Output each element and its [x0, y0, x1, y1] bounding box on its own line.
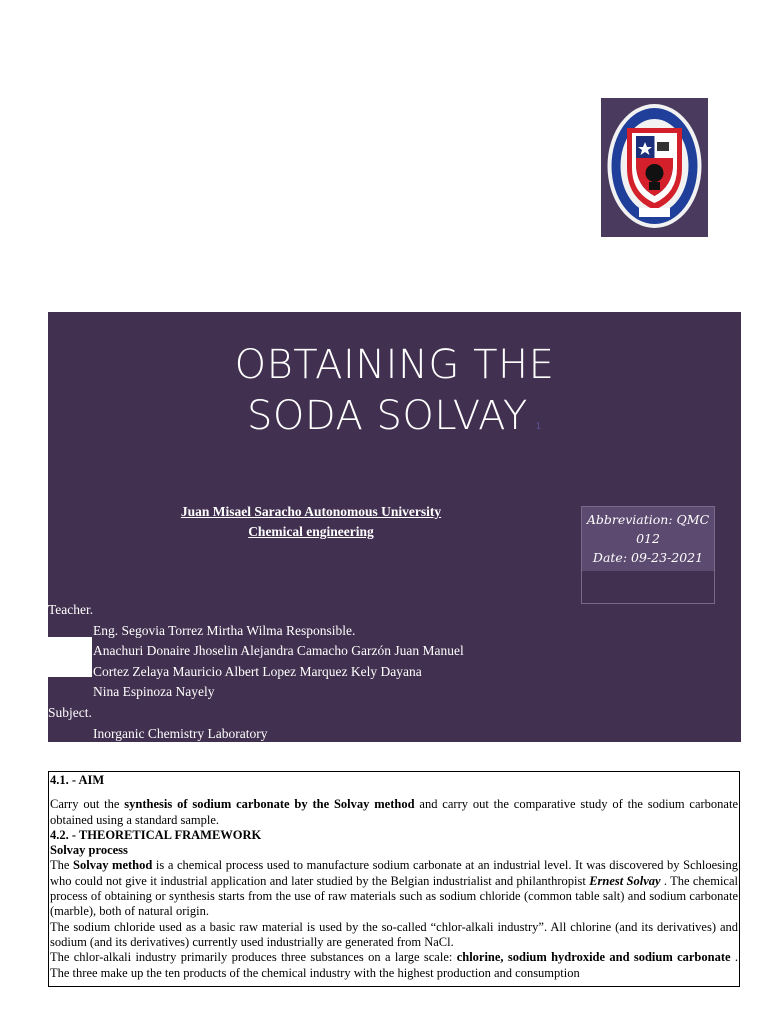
- students-line-2: Cortez Zelaya Mauricio Albert Lopez Marquez Kely Dayana: [93, 663, 422, 679]
- cover-panel: [48, 312, 741, 742]
- p1-post: . The chemical process of obtaining or synthesis starts from the use of raw materials such as sodium chloride (common table salt) and sodium carbonate (marble), both of natural origin.: [50, 873, 738, 919]
- p1-mid: is a chemical process used to manufacture sodium carbonate at an industrial level. It was discovered by Schloesing who could not give it industrial application and later studied by the Belgian industrialist and philanthropist: [50, 858, 738, 888]
- solvay-paragraph-3: [50, 950, 738, 981]
- university-logo: [601, 98, 708, 237]
- aim-text-post: and carry out the comparative study of the sodium carbonate obtained using a standard sample.: [50, 797, 738, 827]
- subject-name: Inorganic Chemistry Laboratory: [93, 725, 268, 741]
- students-line-1: Anachuri Donaire Jhoselin Alejandra Camacho Garzón Juan Manuel: [93, 643, 464, 659]
- aim-text-bold: synthesis of sodium carbonate by the Solvay method: [124, 797, 415, 812]
- university-block: [166, 502, 456, 542]
- career-name: Chemical engineering: [248, 524, 374, 539]
- aim-heading: 4.1. - AIM: [50, 773, 105, 787]
- framework-heading: 4.2. - THEORETICAL FRAMEWORK: [50, 827, 262, 842]
- p3-post: . The three make up the ten products of the chemical industry with the highest production and consumption: [50, 950, 739, 980]
- subject-label: Subject.: [48, 704, 92, 720]
- p1-pre: The: [50, 858, 74, 873]
- university-seal: [601, 98, 708, 237]
- students-line-3: Nina Espinoza Nayely: [93, 684, 215, 700]
- abbreviation: Abbreviation: QMC 012: [586, 512, 710, 546]
- document-title: [48, 340, 741, 453]
- content-box: [48, 771, 740, 987]
- info-box-content: [582, 507, 714, 571]
- aim-paragraph: [50, 797, 738, 828]
- title-line-2: [48, 391, 741, 453]
- university-name: Juan Misael Saracho Autonomous University: [180, 504, 442, 519]
- date: Date: 09-23-2021: [592, 550, 704, 565]
- people-block: [48, 600, 741, 744]
- p3-bold: chlorine, sodium hydroxide and sodium carbonate: [456, 950, 731, 965]
- solvay-paragraph-1: [50, 858, 738, 919]
- p1-bold: Solvay method: [73, 858, 153, 873]
- footnote-marker[interactable]: 1: [535, 422, 543, 432]
- solvay-heading: Solvay process: [50, 843, 128, 858]
- teacher-name: Eng. Segovia Torrez Mirtha Wilma Responsible.: [93, 622, 356, 638]
- p3-pre: The chlor-alkali industry primarily produces three substances on a large scale:: [50, 950, 457, 965]
- aim-text-pre: Carry out the: [50, 797, 125, 812]
- title-line-1: OBTAINING THE: [234, 342, 555, 388]
- p1-name: Ernest Solvay: [589, 873, 661, 888]
- info-box: [581, 506, 715, 604]
- teacher-label: Teacher.: [48, 602, 94, 617]
- title-line-2-text: SODA SOLVAY: [246, 393, 528, 439]
- solvay-paragraph-2: The sodium chloride used as a basic raw material is used by the so-called “chlor-alkali industry”. All chlorine (and its derivatives) and sodium (and its derivatives) currently used industrially are generated from NaCl.: [50, 919, 738, 949]
